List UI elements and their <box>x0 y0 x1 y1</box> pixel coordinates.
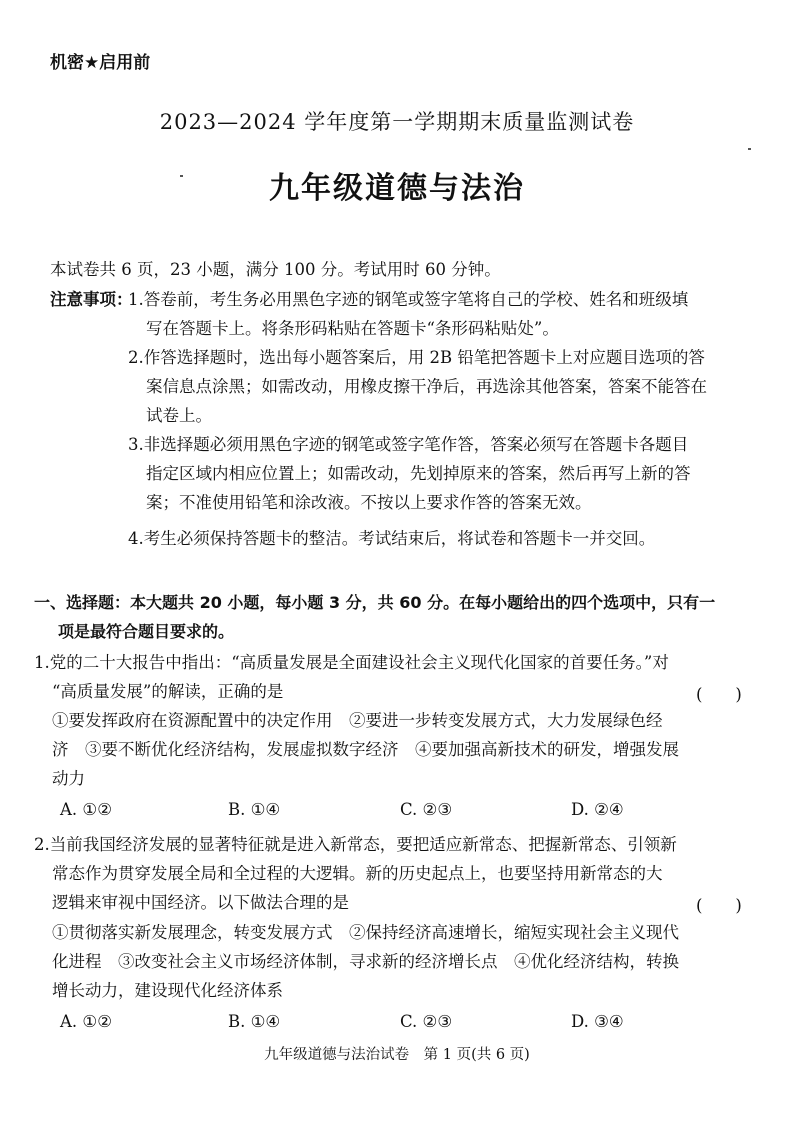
scan-speck <box>748 148 751 150</box>
q2-option-b: B. ①④ <box>228 1012 281 1031</box>
scan-speck <box>180 175 183 177</box>
q2-choice-line-1: ①贯彻落实新发展理念，转变发展方式 ②保持经济高速增长，缩短实现社会主义现代 <box>52 923 679 942</box>
q2-choice-line-3: 增长动力，建设现代化经济体系 <box>52 981 283 1000</box>
secret-label: 机密★启用前 <box>50 53 151 73</box>
notice-label: 注意事项： <box>50 290 133 309</box>
q1-stem-line-1: 1.党的二十大报告中指出：“高质量发展是全面建设社会主义现代化国家的首要任务。”对 <box>34 653 669 672</box>
section-1-heading-line-2: 项是最符合题目要求的。 <box>58 622 235 641</box>
q2-choice-line-2: 化进程 ③改变社会主义市场经济体制，寻求新的经济增长点 ④优化经济结构，转换 <box>52 952 679 971</box>
page-footer: 九年级道德与法治试卷 第 1 页(共 6 页) <box>264 1047 530 1063</box>
q1-stem-line-2: “高质量发展”的解读，正确的是 <box>52 682 284 701</box>
notice-item-1-line-2: 写在答题卡上。将条形码粘贴在答题卡“条形码粘贴处”。 <box>146 319 559 338</box>
notice-item-3-line-2: 指定区域内相应位置上；如需改动，先划掉原来的答案，然后再写上新的答 <box>146 464 691 483</box>
q2-option-c: C. ②③ <box>400 1012 453 1031</box>
q1-choice-line-1: ①要发挥政府在资源配置中的决定作用 ②要进一步转变发展方式，大力发展绿色经 <box>52 711 663 730</box>
q2-stem-line-1: 2.当前我国经济发展的显著特征就是进入新常态，要把适应新常态、把握新常态、引领新 <box>34 835 677 854</box>
q1-option-c: C. ②③ <box>400 800 453 819</box>
q1-choice-line-2: 济 ③要不断优化经济结构，发展虚拟数字经济 ④要加强高新技术的研发，增强发展 <box>52 740 679 759</box>
q2-option-a: A. ①② <box>60 1012 112 1031</box>
q1-answer-bracket: ( ) <box>696 685 742 704</box>
exam-intro: 本试卷共 6 页，23 小题，满分 100 分。考试用时 60 分钟。 <box>50 260 501 279</box>
section-1-heading-line-1: 一、选择题：本大题共 20 小题，每小题 3 分，共 60 分。在每小题给出的四个选项中，只有一 <box>34 593 716 612</box>
notice-item-3-line-1: 3.非选择题必须用黑色字迹的钢笔或签字笔作答，答案必须写在答题卡各题目 <box>128 435 689 454</box>
q1-choice-line-3: 动力 <box>52 769 85 788</box>
q2-stem-line-2: 常态作为贯穿发展全局和全过程的大逻辑。新的历史起点上，也要坚持用新常态的大 <box>52 864 663 883</box>
notice-item-2-line-3: 试卷上。 <box>146 406 212 425</box>
notice-item-4: 4.考生必须保持答题卡的整洁。考试结束后，将试卷和答题卡一并交回。 <box>128 529 656 548</box>
exam-title: 2023—2024 学年度第一学期期末质量监测试卷 <box>159 110 635 134</box>
q1-option-b: B. ①④ <box>228 800 281 819</box>
notice-item-3-line-3: 案；不准使用铅笔和涂改液。不按以上要求作答的答案无效。 <box>146 493 592 512</box>
q2-option-d: D. ③④ <box>571 1012 624 1031</box>
subject-title: 九年级道德与法治 <box>269 171 525 206</box>
q2-answer-bracket: ( ) <box>696 896 742 915</box>
q1-option-d: D. ②④ <box>571 800 624 819</box>
q1-option-a: A. ①② <box>60 800 112 819</box>
notice-item-1-line-1: 1.答卷前，考生务必用黑色字迹的钢笔或签字笔将自己的学校、姓名和班级填 <box>128 290 689 309</box>
notice-item-2-line-1: 2.作答选择题时，选出每小题答案后，用 2B 铅笔把答题卡上对应题目选项的答 <box>128 348 705 367</box>
notice-item-2-line-2: 案信息点涂黑；如需改动，用橡皮擦干净后，再选涂其他答案，答案不能答在 <box>146 377 707 396</box>
q2-stem-line-3: 逻辑来审视中国经济。以下做法合理的是 <box>52 893 349 912</box>
